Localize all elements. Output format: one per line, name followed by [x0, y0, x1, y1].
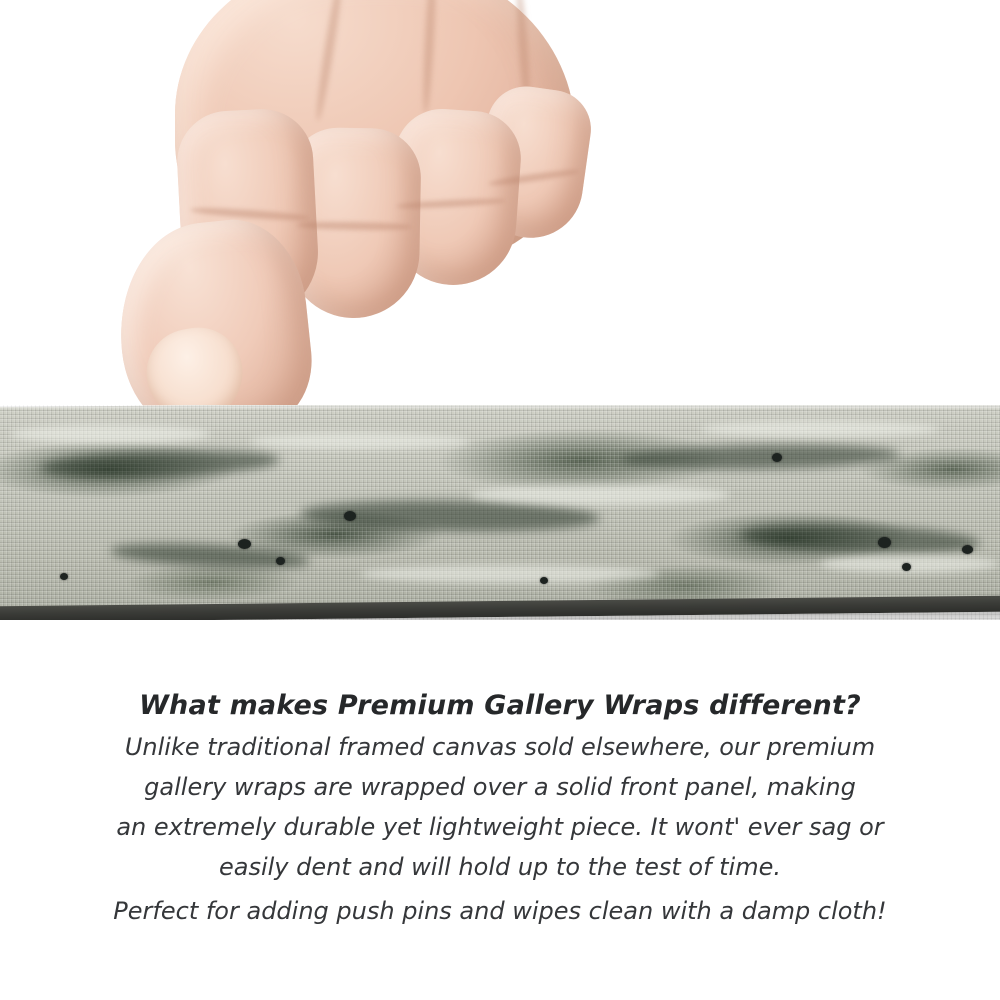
artwork-speck	[344, 511, 356, 521]
artwork-light-streak	[10, 425, 210, 443]
artwork-speck	[902, 563, 911, 571]
caption-line: gallery wraps are wrapped over a solid front panel, making	[144, 773, 856, 802]
caption-closing-line: Perfect for adding push pins and wipes clean with a damp cloth!	[113, 897, 887, 926]
artwork-light-streak	[360, 565, 660, 583]
caption-title: What makes Premium Gallery Wraps different?	[139, 690, 861, 721]
caption-body	[0, 730, 1000, 928]
canvas-wrap-edge	[0, 405, 1000, 620]
knuckle-crease	[313, 0, 345, 122]
artwork-speck	[60, 573, 68, 580]
artwork-speck	[772, 453, 782, 462]
artwork-speck	[540, 577, 548, 584]
caption-block	[0, 690, 1000, 928]
knuckle-crease	[421, 0, 438, 114]
artwork-speck	[878, 537, 891, 548]
artwork-speck	[238, 539, 251, 549]
caption-line: an extremely durable yet lightweight piece. It wont' ever sag or	[116, 813, 884, 842]
caption-line: Unlike traditional framed canvas sold elsewhere, our premium	[124, 733, 876, 761]
artwork-light-streak	[470, 485, 730, 505]
human-hand-fist-with-thumb	[120, 0, 590, 430]
artwork-light-streak	[250, 433, 470, 449]
artwork-speck	[962, 545, 973, 554]
artwork-light-streak	[700, 421, 940, 437]
caption-line: easily dent and will hold up to the test of time.	[218, 853, 781, 882]
artwork-speck	[276, 557, 285, 565]
canvas-top-highlight	[0, 405, 1000, 410]
